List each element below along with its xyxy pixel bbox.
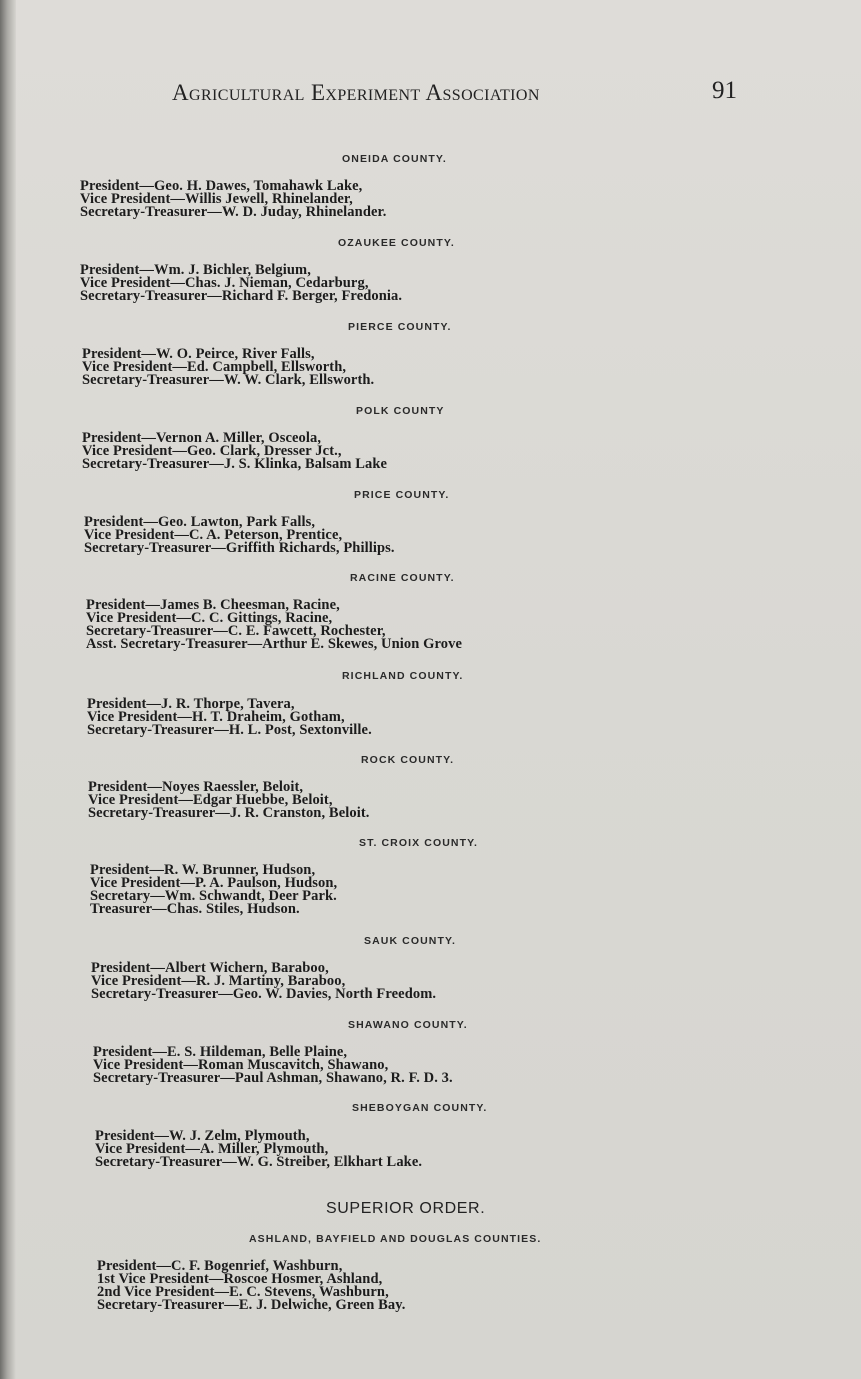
officer-line: Vice President—C. C. Gittings, Racine,: [86, 610, 333, 626]
officer-line: President—J. R. Thorpe, Tavera,: [87, 696, 295, 712]
page-number: 91: [712, 77, 737, 104]
officer-line: President—Geo. Lawton, Park Falls,: [84, 514, 316, 530]
officer-line: President—Geo. H. Dawes, Tomahawk Lake,: [80, 178, 363, 194]
officer-line: Secretary-Treasurer—J. S. Klinka, Balsam Lake: [82, 456, 388, 472]
officer-line: President—Noyes Raessler, Beloit,: [88, 779, 304, 795]
page-gutter-shadow: [0, 0, 16, 1379]
county-heading: RACINE COUNTY.: [350, 572, 455, 584]
officer-list: [95, 1130, 422, 1169]
officer-line: President—W. O. Peirce, River Falls,: [82, 346, 315, 362]
officer-list: [87, 698, 372, 737]
officer-line: Vice President—Ed. Campbell, Ellsworth,: [82, 359, 347, 375]
officer-line: President—E. S. Hildeman, Belle Plaine,: [93, 1044, 348, 1060]
county-heading: ONEIDA COUNTY.: [342, 153, 447, 165]
officer-line: Secretary-Treasurer—Richard F. Berger, Fredonia.: [80, 288, 403, 304]
officer-line: Asst. Secretary-Treasurer—Arthur E. Skewes, Union Grove: [86, 636, 463, 652]
officer-line: Vice President—A. Miller, Plymouth,: [95, 1141, 329, 1157]
officer-list: [93, 1046, 453, 1085]
officer-list: [97, 1260, 406, 1312]
officer-line: Vice President—H. T. Draheim, Gotham,: [87, 709, 345, 725]
officer-list: [80, 264, 402, 303]
officer-line: Secretary-Treasurer—Griffith Richards, Phillips.: [84, 540, 395, 556]
officer-line: Secretary-Treasurer—Geo. W. Davies, North Freedom.: [91, 986, 437, 1002]
officer-line: Secretary-Treasurer—J. R. Cranston, Beloit.: [88, 805, 370, 821]
officer-line: Vice President—R. J. Martiny, Baraboo,: [91, 973, 346, 989]
officer-line: Secretary-Treasurer—E. J. Delwiche, Green Bay.: [97, 1297, 406, 1313]
officer-line: Secretary-Treasurer—C. E. Fawcett, Rochester,: [86, 623, 386, 639]
county-heading: PRICE COUNTY.: [354, 489, 450, 501]
county-heading: ASHLAND, BAYFIELD AND DOUGLAS COUNTIES.: [249, 1233, 542, 1245]
officer-line: President—Albert Wichern, Baraboo,: [91, 960, 329, 976]
officer-line: Secretary—Wm. Schwandt, Deer Park.: [90, 888, 337, 904]
officer-list: [82, 432, 387, 471]
running-head: Agricultural Experiment Association: [172, 80, 540, 105]
county-heading: PIERCE COUNTY.: [348, 321, 452, 333]
county-heading: POLK COUNTY: [356, 405, 445, 417]
county-heading: SHAWANO COUNTY.: [348, 1019, 468, 1031]
officer-line: Vice President—Roman Muscavitch, Shawano,: [93, 1057, 389, 1073]
officer-line: President—Vernon A. Miller, Osceola,: [82, 430, 322, 446]
county-heading: ST. CROIX COUNTY.: [359, 837, 479, 849]
officer-line: Vice President—Edgar Huebbe, Beloit,: [88, 792, 333, 808]
officer-line: Vice President—Geo. Clark, Dresser Jct.,: [82, 443, 342, 459]
officer-line: President—Wm. J. Bichler, Belgium,: [80, 262, 311, 278]
officer-line: 2nd Vice President—E. C. Stevens, Washburn,: [97, 1284, 389, 1300]
officer-line: Secretary-Treasurer—W. W. Clark, Ellsworth.: [82, 372, 375, 388]
section-title: SUPERIOR ORDER.: [326, 1200, 486, 1217]
county-heading: SHEBOYGAN COUNTY.: [352, 1102, 488, 1114]
officer-list: [86, 599, 462, 651]
officer-list: [91, 962, 436, 1001]
officer-line: Secretary-Treasurer—Paul Ashman, Shawano, R. F. D. 3.: [93, 1070, 453, 1086]
officer-line: 1st Vice President—Roscoe Hosmer, Ashland,: [97, 1271, 383, 1287]
officer-line: Secretary-Treasurer—W. D. Juday, Rhinelander.: [80, 204, 387, 220]
officer-line: President—W. J. Zelm, Plymouth,: [95, 1128, 310, 1144]
officer-line: Secretary-Treasurer—H. L. Post, Sextonville.: [87, 722, 372, 738]
officer-line: President—R. W. Brunner, Hudson,: [90, 862, 316, 878]
officer-line: Vice President—Chas. J. Nieman, Cedarburg,: [80, 275, 369, 291]
officer-line: President—C. F. Bogenrief, Washburn,: [97, 1258, 343, 1274]
officer-line: Vice President—Willis Jewell, Rhinelander,: [80, 191, 353, 207]
officer-list: [88, 781, 370, 820]
officer-line: Secretary-Treasurer—W. G. Streiber, Elkhart Lake.: [95, 1154, 423, 1170]
officer-line: Treasurer—Chas. Stiles, Hudson.: [90, 901, 300, 917]
officer-line: President—James B. Cheesman, Racine,: [86, 597, 340, 613]
county-heading: SAUK COUNTY.: [364, 935, 456, 947]
officer-line: Vice President—P. A. Paulson, Hudson,: [90, 875, 338, 891]
county-heading: RICHLAND COUNTY.: [342, 670, 464, 682]
officer-list: [84, 516, 395, 555]
officer-list: [90, 864, 337, 916]
officer-list: [82, 348, 374, 387]
officer-line: Vice President—C. A. Peterson, Prentice,: [84, 527, 343, 543]
county-heading: ROCK COUNTY.: [361, 754, 455, 766]
officer-list: [80, 180, 386, 219]
county-heading: OZAUKEE COUNTY.: [338, 237, 455, 249]
